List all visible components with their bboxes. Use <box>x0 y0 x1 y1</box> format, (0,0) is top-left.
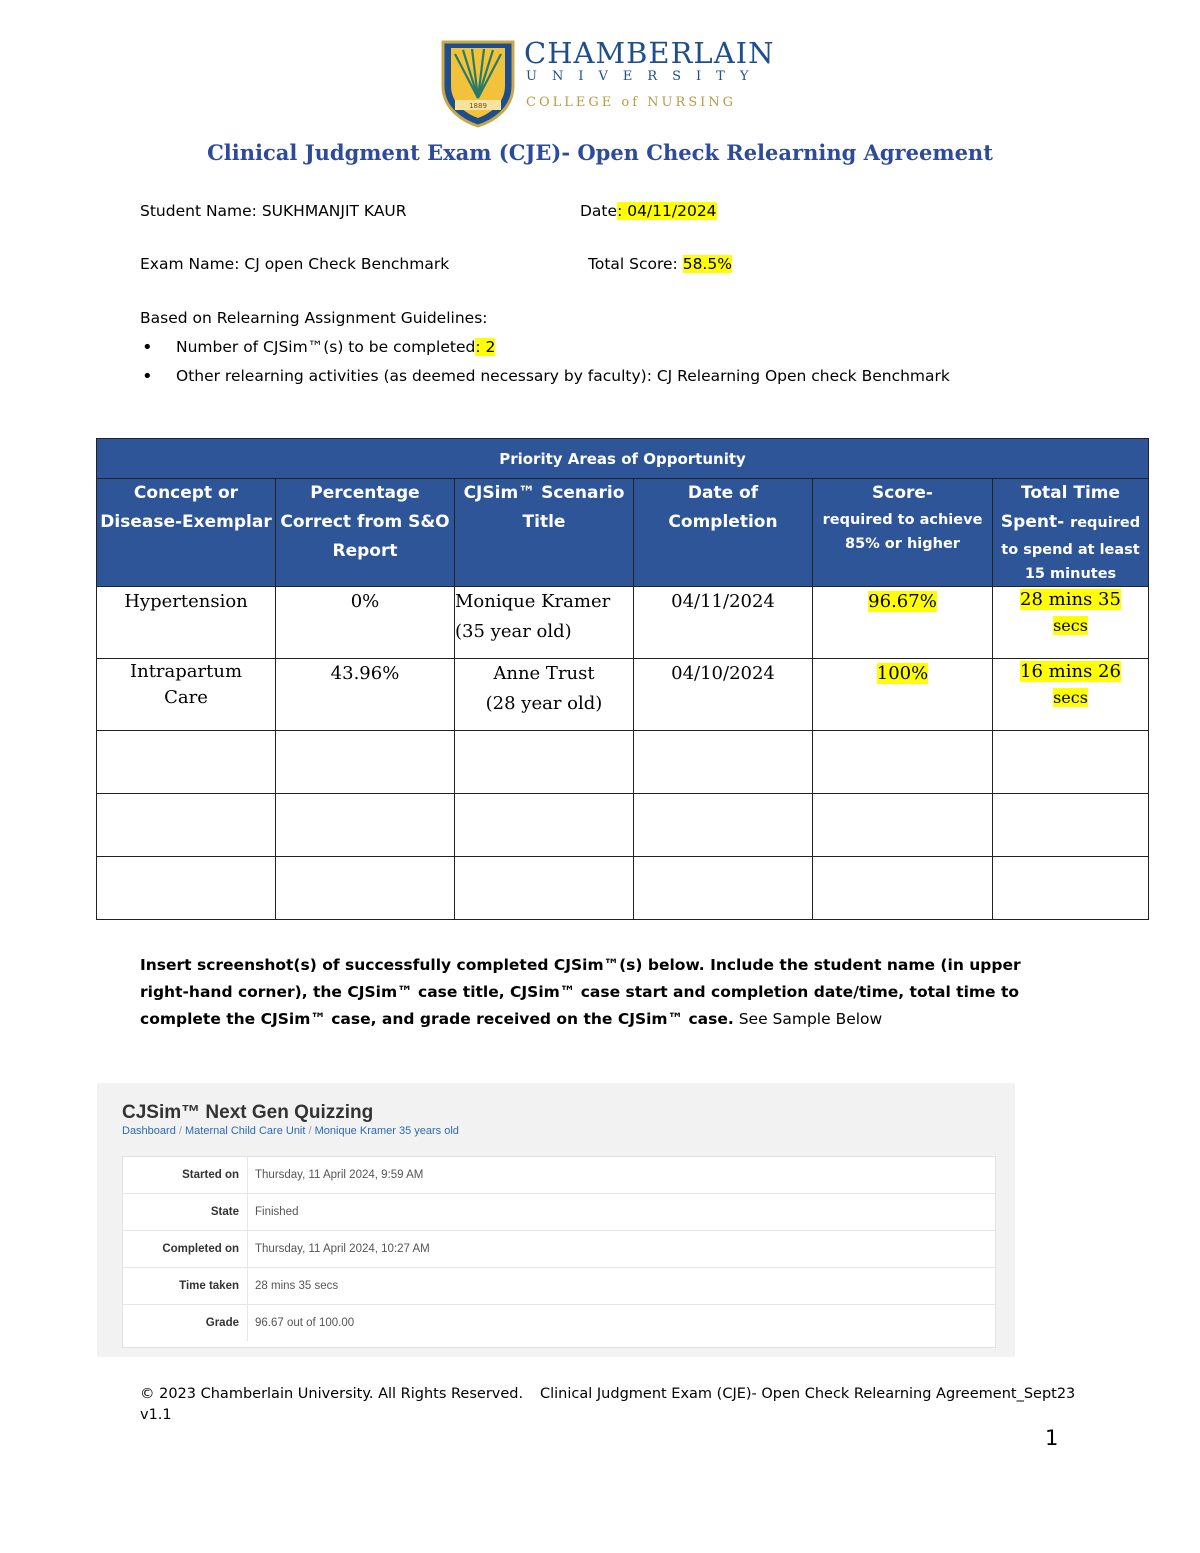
table-row-empty <box>97 857 1149 920</box>
guideline-item: • Other relearning activities (as deemed necessary by faculty): CJ Relearning Open check Benchmark <box>140 362 950 391</box>
cell-time-a: 28 mins 35 <box>1020 589 1121 610</box>
quiz-page-title: CJSim™ Next Gen Quizzing <box>122 1102 374 1123</box>
page-number: 1 <box>1045 1426 1059 1450</box>
table-row <box>97 659 1149 731</box>
total-score-label: Total Score: <box>588 255 683 273</box>
breadcrumb <box>122 1125 459 1137</box>
footer-copyright: © 2023 Chamberlain University. All Rights Reserved. <box>140 1386 524 1402</box>
cell-percent: 43.96% <box>276 659 455 731</box>
logo-college: COLLEGE of NURSING <box>526 95 737 110</box>
summary-key: Completed on <box>123 1231 248 1267</box>
header-scenario: CJSim™ Scenario Title <box>455 479 634 587</box>
summary-row <box>123 1157 995 1194</box>
table-band-title: Priority Areas of Opportunity <box>97 439 1149 479</box>
table-row <box>97 587 1149 659</box>
summary-row <box>123 1194 995 1231</box>
footer-version: v1.1 <box>140 1407 172 1423</box>
summary-value: 28 mins 35 secs <box>255 1280 339 1292</box>
university-shield-logo <box>441 40 515 128</box>
logo-wordmark: CHAMBERLAIN <box>524 36 775 70</box>
breadcrumb-separator: / <box>305 1125 315 1137</box>
summary-value: Thursday, 11 April 2024, 9:59 AM <box>255 1169 424 1181</box>
cell-scenario-age: (35 year old) <box>455 621 572 642</box>
header-time <box>993 479 1149 587</box>
guidelines-heading: Based on Relearning Assignment Guidelines: <box>140 309 488 327</box>
cell-scenario <box>455 659 634 731</box>
breadcrumb-separator: / <box>175 1125 185 1137</box>
breadcrumb-dashboard[interactable]: Dashboard <box>122 1125 176 1137</box>
total-score-value: 58.5% <box>682 255 732 273</box>
header-score <box>813 479 993 587</box>
cell-concept-b: Care <box>164 687 208 708</box>
logo-university: UNIVERSITY <box>526 69 764 84</box>
instructions-bold: Insert screenshot(s) of successfully completed CJSim™(s) below. Include the student name (in upper right-hand corner), the CJSim™ case title, CJSim™ case start and completion date/time, total time to complete the CJSim™ case, and grade received on the CJSim™ case. <box>140 956 1021 1028</box>
date-field <box>580 202 717 220</box>
exam-name: Exam Name: CJ open Check Benchmark <box>140 255 450 273</box>
guidelines-list <box>140 333 950 391</box>
cell-scenario-name: Anne Trust <box>493 663 595 684</box>
cell-percent: 0% <box>276 587 455 659</box>
total-score-field <box>588 255 732 273</box>
summary-value: Finished <box>255 1206 299 1218</box>
priority-areas-table <box>96 438 1149 920</box>
instructions-sample-note: See Sample Below <box>733 1010 883 1028</box>
header-concept: Concept or Disease-Exemplar <box>97 479 276 587</box>
cell-time <box>993 587 1149 659</box>
attempt-summary-card <box>122 1156 996 1348</box>
date-label: Date <box>580 202 618 220</box>
guideline-cjsim-count-label: Number of CJSim™(s) to be completed <box>176 338 476 356</box>
header-score-sub: required to achieve 85% or higher <box>822 512 983 552</box>
header-time-sub-b: to spend at least 15 minutes <box>1001 542 1140 582</box>
screenshot-instructions <box>140 952 1060 1033</box>
summary-key: Started on <box>123 1157 248 1193</box>
header-percent: Percentage Correct from S&O Report <box>276 479 455 587</box>
cell-scenario-name: Monique Kramer <box>455 591 611 612</box>
table-row-empty <box>97 731 1149 794</box>
student-name: Student Name: SUKHMANJIT KAUR <box>140 202 407 220</box>
summary-value: 96.67 out of 100.00 <box>255 1317 355 1329</box>
cell-date: 04/11/2024 <box>634 587 813 659</box>
guideline-item <box>140 333 950 362</box>
page-footer <box>140 1384 1076 1426</box>
date-value: : 04/11/2024 <box>617 202 717 220</box>
document-title: Clinical Judgment Exam (CJE)- Open Check Relearning Agreement <box>207 140 993 165</box>
cell-scenario-age: (28 year old) <box>485 693 603 714</box>
summary-key: Grade <box>123 1305 248 1341</box>
cell-score-value: 96.67% <box>868 591 937 612</box>
footer-document-name: Clinical Judgment Exam (CJE)- Open Check Relearning Agreement_Sept23 <box>540 1386 1076 1402</box>
header-date: Date of Completion <box>634 479 813 587</box>
cell-time-b: secs <box>1053 616 1088 635</box>
cell-score <box>813 659 993 731</box>
cell-score <box>813 587 993 659</box>
logo-year: 1889 <box>469 102 487 110</box>
guideline-cjsim-count-value: : 2 <box>475 338 496 356</box>
header-score-title: Score- <box>872 483 933 503</box>
cell-concept <box>97 659 276 731</box>
cell-time-a: 16 mins 26 <box>1020 661 1121 682</box>
table-header-row <box>97 479 1149 587</box>
header-time-sub-a: required <box>1070 515 1141 531</box>
header-time-title: Total Time Spent- <box>1000 483 1121 532</box>
summary-key: Time taken <box>123 1268 248 1304</box>
cell-concept: Hypertension <box>97 587 276 659</box>
summary-value: Thursday, 11 April 2024, 10:27 AM <box>255 1243 430 1255</box>
cell-score-value: 100% <box>876 663 929 684</box>
breadcrumb-case[interactable]: Monique Kramer 35 years old <box>314 1125 459 1137</box>
cell-time <box>993 659 1149 731</box>
table-row-empty <box>97 794 1149 857</box>
cell-time-b: secs <box>1053 688 1088 707</box>
breadcrumb-unit[interactable]: Maternal Child Care Unit <box>185 1125 306 1137</box>
summary-row <box>123 1305 995 1341</box>
summary-key: State <box>123 1194 248 1230</box>
cell-concept-a: Intrapartum <box>129 661 243 682</box>
cell-scenario <box>455 587 634 659</box>
cell-date: 04/10/2024 <box>634 659 813 731</box>
summary-row <box>123 1231 995 1268</box>
summary-row <box>123 1268 995 1305</box>
